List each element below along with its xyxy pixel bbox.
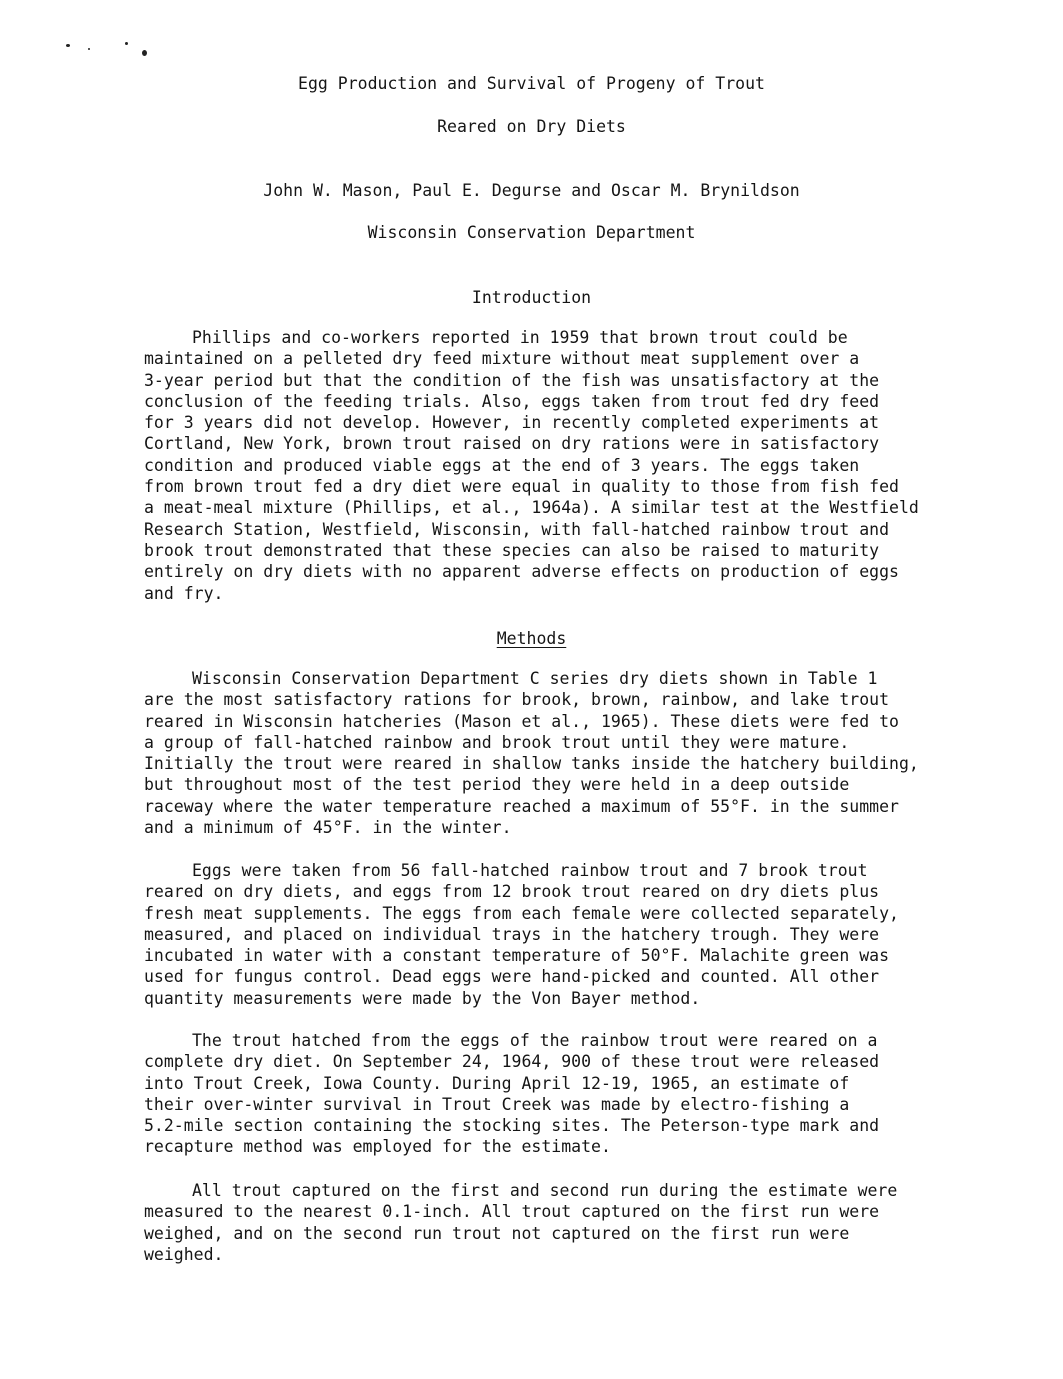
text-line: 5.2-mile section containing the stocking sites. The Peterson-type mark and [144, 1116, 880, 1136]
title-line-2: Reared on Dry Diets [437, 117, 626, 136]
text-line: and a minimum of 45°F. in the winter. [144, 818, 512, 838]
text-line: entirely on dry diets with no apparent adverse effects on production of eggs [144, 562, 899, 582]
text-line: conclusion of the feeding trials. Also, eggs taken from trout fed dry feed [144, 391, 880, 411]
text-line: raceway where the water temperature reached a maximum of 55°F. in the summer [144, 796, 899, 816]
text-line: fresh meat supplements. The eggs from each female were collected separately, [144, 903, 899, 923]
text-line: The trout hatched from the eggs of the rainbow trout were reared on a [192, 1031, 878, 1050]
text-line: recapture method was employed for the estimate. [144, 1137, 611, 1157]
text-line: maintained on a pelleted dry feed mixture without meat supplement over a [144, 349, 860, 369]
title-line-1: Egg Production and Survival of Progeny of Trout [298, 74, 765, 93]
text-line: and fry. [144, 583, 224, 603]
text-line: are the most satisfactory rations for brook, brown, rainbow, and lake trout [144, 690, 890, 710]
text-line: a meat-meal mixture (Phillips, et al., 1964a). A similar test at the Westfield [144, 498, 919, 518]
affiliation: Wisconsin Conservation Department [367, 223, 696, 242]
text-line: Eggs were taken from 56 fall-hatched rainbow trout and 7 brook trout [192, 861, 868, 880]
scan-speck [88, 48, 90, 50]
methods-paragraph-3 [144, 1030, 1014, 1158]
authors: John W. Mason, Paul E. Degurse and Oscar M. Brynildson [263, 181, 800, 200]
scan-speck [66, 44, 70, 47]
scan-speck [142, 50, 147, 56]
text-line: quantity measurements were made by the Von Bayer method. [144, 988, 701, 1008]
methods-paragraph-1 [144, 668, 1014, 838]
text-line: brook trout demonstrated that these species can also be raised to maturity [144, 540, 880, 560]
text-line: All trout captured on the first and second run during the estimate were [192, 1181, 898, 1200]
text-line: used for fungus control. Dead eggs were hand-picked and counted. All other [144, 967, 880, 987]
text-line: into Trout Creek, Iowa County. During April 12-19, 1965, an estimate of [144, 1073, 850, 1093]
text-line: Phillips and co-workers reported in 1959 that brown trout could be [192, 328, 848, 347]
text-line: weighed. [144, 1244, 224, 1264]
text-line: reared in Wisconsin hatcheries (Mason et al., 1965). These diets were fed to [144, 711, 899, 731]
text-line: Wisconsin Conservation Department C series dry diets shown in Table 1 [192, 669, 878, 688]
methods-paragraph-4 [144, 1180, 1014, 1265]
scan-speck [125, 42, 128, 45]
text-line: Cortland, New York, brown trout raised on dry rations were in satisfactory [144, 434, 880, 454]
text-line: but throughout most of the test period they were held in a deep outside [144, 775, 850, 795]
text-line: Research Station, Westfield, Wisconsin, with fall-hatched rainbow trout and [144, 519, 890, 539]
text-line: reared on dry diets, and eggs from 12 brook trout reared on dry diets plus [144, 882, 880, 902]
text-line: for 3 years did not develop. However, in recently completed experiments at [144, 413, 880, 433]
text-line: Initially the trout were reared in shallow tanks inside the hatchery building, [144, 754, 919, 774]
introduction-heading: Introduction [471, 288, 592, 307]
introduction-paragraph [144, 327, 1014, 604]
text-line: their over-winter survival in Trout Creek was made by electro-fishing a [144, 1094, 850, 1114]
methods-paragraph-2 [144, 860, 1014, 1009]
text-line: 3-year period but that the condition of the fish was unsatisfactory at the [144, 370, 880, 390]
text-line: from brown trout fed a dry diet were equal in quality to those from fish fed [144, 477, 899, 497]
text-line: complete dry diet. On September 24, 1964, 900 of these trout were released [144, 1052, 880, 1072]
text-line: weighed, and on the second run trout not captured on the first run were [144, 1223, 850, 1243]
methods-heading-text: Methods [496, 629, 567, 648]
text-line: condition and produced viable eggs at the end of 3 years. The eggs taken [144, 455, 860, 475]
text-line: measured, and placed on individual trays in the hatchery trough. They were [144, 924, 880, 944]
methods-heading [0, 628, 1063, 650]
text-line: incubated in water with a constant temperature of 50°F. Malachite green was [144, 946, 890, 966]
text-line: measured to the nearest 0.1-inch. All trout captured on the first run were [144, 1202, 880, 1222]
text-line: a group of fall-hatched rainbow and brook trout until they were mature. [144, 732, 850, 752]
